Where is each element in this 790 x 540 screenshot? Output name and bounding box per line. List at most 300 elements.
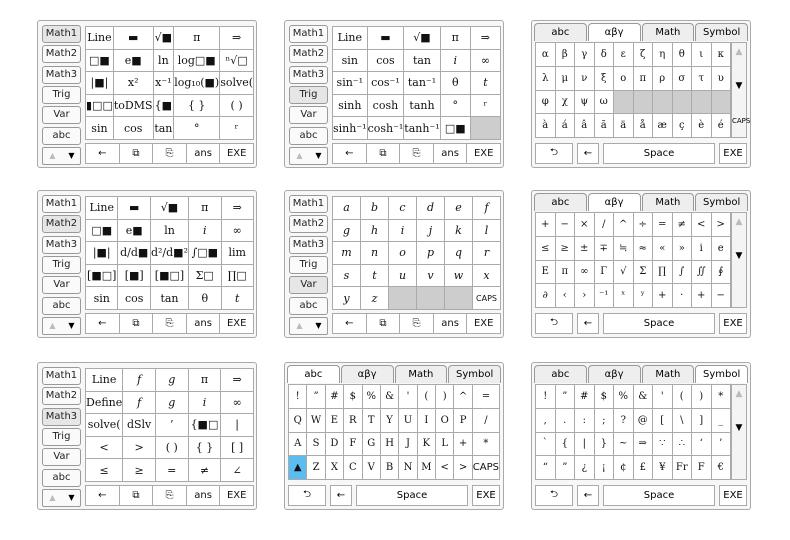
key[interactable]: √■ <box>151 197 189 220</box>
alpha-tab-0[interactable]: abc <box>534 23 587 41</box>
key[interactable]: ! <box>536 385 556 409</box>
key[interactable]: χ <box>556 91 576 115</box>
key[interactable]: d/d■ <box>118 242 151 265</box>
key[interactable]: ln <box>151 220 189 243</box>
key[interactable]: \ <box>673 409 693 433</box>
key[interactable]: $ <box>595 385 615 409</box>
key[interactable]: Γ <box>595 261 615 285</box>
tab-math1[interactable]: Math1 <box>289 25 328 43</box>
key[interactable]: / <box>595 213 615 237</box>
side-scroll[interactable] <box>731 212 747 308</box>
key[interactable]: x <box>473 265 501 288</box>
key[interactable]: ) <box>436 385 454 409</box>
key[interactable]: ⁻¹ <box>595 284 615 308</box>
key[interactable]: ο <box>614 67 634 91</box>
backspace-key[interactable]: ← <box>86 314 120 334</box>
key[interactable]: ≥ <box>556 237 576 261</box>
key[interactable]: ξ <box>595 67 615 91</box>
copy-icon[interactable]: ⧉ <box>120 314 154 334</box>
key[interactable]: Line <box>86 197 118 220</box>
key[interactable]: Line <box>333 27 368 50</box>
key[interactable]: s <box>333 265 361 288</box>
key[interactable]: ⇒ <box>221 369 254 392</box>
key[interactable]: g <box>333 220 361 243</box>
key[interactable]: f <box>123 369 156 392</box>
tab-trig[interactable]: Trig <box>42 428 81 446</box>
alpha-tab-3[interactable]: Symbol <box>695 365 748 383</box>
key[interactable]: < <box>86 437 123 460</box>
key[interactable]: f <box>123 392 156 415</box>
caps-key[interactable]: CAPS <box>732 117 751 125</box>
key[interactable]: F <box>692 456 712 480</box>
key[interactable]: J <box>399 433 417 457</box>
key[interactable]: sin <box>86 117 114 140</box>
alpha-tab-1[interactable]: αβγ <box>588 193 641 211</box>
key[interactable]: ≤ <box>86 459 123 482</box>
tab-var[interactable]: Var <box>289 276 328 294</box>
key[interactable]: ã <box>595 114 615 138</box>
key[interactable]: H <box>381 433 399 457</box>
back-key[interactable]: ⮌ <box>535 485 573 506</box>
ans-key[interactable]: ans <box>187 486 221 506</box>
key[interactable]: δ <box>595 43 615 67</box>
key[interactable]: ä <box>614 114 634 138</box>
exe-key[interactable]: EXE <box>467 314 501 334</box>
key[interactable]: < <box>692 213 712 237</box>
scroll-up-icon[interactable]: ▲ <box>49 151 56 160</box>
key[interactable]: Z <box>307 456 325 480</box>
key[interactable]: π <box>189 197 222 220</box>
key[interactable]: x⁻¹ <box>154 72 175 95</box>
key[interactable]: Σ <box>634 261 654 285</box>
key[interactable]: ° <box>441 95 471 118</box>
ans-key[interactable]: ans <box>434 144 468 164</box>
scroll-down-icon[interactable]: ▼ <box>735 81 743 91</box>
key[interactable]: , <box>536 409 556 433</box>
key[interactable]: ~ <box>614 433 634 457</box>
key[interactable]: A <box>289 433 307 457</box>
exe-key[interactable]: EXE <box>719 485 747 506</box>
key[interactable]: β <box>556 43 576 67</box>
key[interactable]: % <box>614 385 634 409</box>
key[interactable]: ' <box>399 385 417 409</box>
key[interactable]: · <box>673 284 693 308</box>
key[interactable]: toDMS <box>114 95 154 118</box>
key[interactable]: solve( <box>220 72 254 95</box>
key[interactable]: ¿ <box>575 456 595 480</box>
key[interactable]: sin⁻¹ <box>333 72 368 95</box>
key[interactable]: £ <box>634 456 654 480</box>
alpha-tab-0[interactable]: abc <box>534 193 587 211</box>
key[interactable]: tan <box>154 117 175 140</box>
backspace-key[interactable]: ← <box>86 486 120 506</box>
key[interactable]: □■ <box>86 220 118 243</box>
key[interactable]: d <box>417 197 445 220</box>
key[interactable]: @ <box>634 409 654 433</box>
key[interactable]: Define <box>86 392 123 415</box>
key[interactable]: ∫ <box>673 261 693 285</box>
key[interactable]: ψ <box>575 91 595 115</box>
scroll-up-icon[interactable]: ▲ <box>735 47 743 57</box>
key[interactable]: i <box>389 220 417 243</box>
backspace-key[interactable]: ← <box>333 144 367 164</box>
key[interactable]: ⇒ <box>634 433 654 457</box>
key[interactable]: g <box>156 369 189 392</box>
key[interactable]: ∂ <box>536 284 556 308</box>
key[interactable]: B <box>381 456 399 480</box>
key[interactable]: ? <box>614 409 634 433</box>
tab-scroll[interactable] <box>42 317 81 335</box>
key[interactable]: p <box>417 242 445 265</box>
backspace-key[interactable]: ← <box>86 144 120 164</box>
key[interactable]: { } <box>174 95 220 118</box>
tab-scroll[interactable] <box>289 147 328 165</box>
copy-icon[interactable]: ⧉ <box>367 314 401 334</box>
key[interactable]: ∞ <box>222 220 255 243</box>
key[interactable]: b <box>361 197 389 220</box>
key[interactable]: | <box>221 414 254 437</box>
key[interactable]: ζ <box>634 43 654 67</box>
alpha-tab-3[interactable]: Symbol <box>695 193 748 211</box>
key[interactable]: ¢ <box>614 456 634 480</box>
key[interactable]: ∏ <box>653 261 673 285</box>
key[interactable]: ν <box>575 67 595 91</box>
key[interactable]: ▲ <box>289 456 307 480</box>
key[interactable]: ∓ <box>595 237 615 261</box>
key[interactable]: r <box>473 242 501 265</box>
key[interactable]: ⇒ <box>220 27 254 50</box>
key[interactable]: □■ <box>86 50 114 73</box>
key[interactable]: ≒ <box>614 237 634 261</box>
key[interactable]: > <box>123 437 156 460</box>
tab-math3[interactable]: Math3 <box>42 66 81 84</box>
tab-math3[interactable]: Math3 <box>289 236 328 254</box>
key[interactable]: ≈ <box>634 237 654 261</box>
back-key[interactable]: ⮌ <box>288 485 326 506</box>
key[interactable]: tanh⁻¹ <box>404 117 440 140</box>
key[interactable]: ∮ <box>712 261 732 285</box>
tab-math2[interactable]: Math2 <box>42 387 81 405</box>
key[interactable]: q <box>445 242 473 265</box>
key[interactable]: tan <box>404 50 440 73</box>
key[interactable]: æ <box>653 114 673 138</box>
key[interactable]: & <box>381 385 399 409</box>
key[interactable]: ` <box>536 433 556 457</box>
key[interactable]: ∴ <box>673 433 693 457</box>
key[interactable]: log□■ <box>174 50 220 73</box>
exe-key[interactable]: EXE <box>472 485 500 506</box>
key[interactable]: + <box>454 433 472 457</box>
key[interactable]: π <box>174 27 220 50</box>
key[interactable]: G <box>363 433 381 457</box>
key[interactable]: ⇒ <box>222 197 255 220</box>
key[interactable]: $ <box>344 385 362 409</box>
key[interactable]: ” <box>556 456 576 480</box>
key[interactable]: ! <box>289 385 307 409</box>
tab-math2[interactable]: Math2 <box>289 45 328 63</box>
alpha-tab-0[interactable]: abc <box>534 365 587 383</box>
ans-key[interactable]: ans <box>187 144 221 164</box>
key[interactable]: = <box>653 213 673 237</box>
key[interactable]: σ <box>673 67 693 91</box>
key[interactable]: e■ <box>118 220 151 243</box>
key[interactable]: i <box>692 237 712 261</box>
key[interactable]: ≠ <box>673 213 693 237</box>
paste-icon[interactable]: ⎘ <box>400 144 434 164</box>
key[interactable]: θ <box>673 43 693 67</box>
key[interactable]: φ <box>536 91 556 115</box>
key[interactable]: V <box>363 456 381 480</box>
tab-scroll[interactable] <box>42 489 81 507</box>
left-arrow-key[interactable]: ← <box>577 485 599 506</box>
key[interactable]: / <box>473 409 500 433</box>
key[interactable]: u <box>389 265 417 288</box>
key[interactable]: t <box>222 287 255 310</box>
scroll-down-icon[interactable]: ▼ <box>315 151 322 160</box>
key[interactable]: [ <box>653 409 673 433</box>
key[interactable]: h <box>361 220 389 243</box>
tab-math1[interactable]: Math1 <box>42 195 81 213</box>
key[interactable]: ▮□□ <box>86 95 114 118</box>
key[interactable]: |■| <box>86 242 118 265</box>
key[interactable]: θ <box>441 72 471 95</box>
tab-math3[interactable]: Math3 <box>289 66 328 84</box>
key[interactable]: ± <box>575 237 595 261</box>
key[interactable]: ‹ <box>556 284 576 308</box>
key[interactable]: m <box>333 242 361 265</box>
key[interactable]: π <box>189 369 222 392</box>
key[interactable]: lim <box>222 242 255 265</box>
key[interactable]: W <box>307 409 325 433</box>
key[interactable]: i <box>189 220 222 243</box>
key[interactable]: √■ <box>154 27 175 50</box>
key[interactable]: sin <box>333 50 368 73</box>
scroll-up-icon[interactable]: ▲ <box>296 321 303 330</box>
key[interactable]: ≠ <box>189 459 222 482</box>
copy-icon[interactable]: ⧉ <box>120 486 154 506</box>
key[interactable]: ε <box>614 43 634 67</box>
space-key[interactable]: Space <box>603 143 715 164</box>
key[interactable]: ∬ <box>692 261 712 285</box>
key[interactable]: D <box>326 433 344 457</box>
key[interactable]: √ <box>614 261 634 285</box>
key[interactable]: ʸ <box>634 284 654 308</box>
key[interactable]: n <box>361 242 389 265</box>
key[interactable]: ° <box>174 117 220 140</box>
key[interactable]: solve( <box>86 414 123 437</box>
key[interactable]: tan <box>151 287 189 310</box>
exe-key[interactable]: EXE <box>467 144 501 164</box>
tab-abc[interactable]: abc <box>289 297 328 315</box>
key[interactable]: μ <box>556 67 576 91</box>
key[interactable]: ∫□■ <box>189 242 222 265</box>
key[interactable]: M <box>418 456 436 480</box>
key[interactable]: S <box>307 433 325 457</box>
key[interactable]: cosh⁻¹ <box>368 117 405 140</box>
key[interactable]: . <box>556 409 576 433</box>
exe-key[interactable]: EXE <box>719 313 747 334</box>
key[interactable]: = <box>156 459 189 482</box>
key[interactable]: □■ <box>441 117 471 140</box>
alpha-tab-1[interactable]: αβγ <box>588 23 641 41</box>
scroll-down-icon[interactable]: ▼ <box>68 493 75 502</box>
tab-math1[interactable]: Math1 <box>42 367 81 385</box>
alpha-tab-3[interactable]: Symbol <box>448 365 501 383</box>
key[interactable]: υ <box>712 67 732 91</box>
key[interactable]: Line <box>86 369 123 392</box>
key[interactable]: sin <box>86 287 118 310</box>
tab-trig[interactable]: Trig <box>289 86 328 104</box>
key[interactable]: ⇒ <box>471 27 501 50</box>
key[interactable]: E <box>326 409 344 433</box>
key[interactable]: à <box>536 114 556 138</box>
key[interactable]: ç <box>673 114 693 138</box>
key[interactable]: ( <box>418 385 436 409</box>
tab-math2[interactable]: Math2 <box>42 215 81 233</box>
key[interactable]: ⁿ√□ <box>220 50 254 73</box>
copy-icon[interactable]: ⧉ <box>120 144 154 164</box>
tab-math1[interactable]: Math1 <box>289 195 328 213</box>
exe-key[interactable]: EXE <box>220 144 254 164</box>
key[interactable]: ÷ <box>634 213 654 237</box>
key[interactable]: γ <box>575 43 595 67</box>
key[interactable]: θ <box>189 287 222 310</box>
key[interactable]: Fr <box>673 456 693 480</box>
key[interactable]: | <box>575 433 595 457</box>
scroll-up-icon[interactable]: ▲ <box>296 151 303 160</box>
paste-icon[interactable]: ⎘ <box>153 144 187 164</box>
key[interactable]: ) <box>692 385 712 409</box>
tab-scroll[interactable] <box>42 147 81 165</box>
key[interactable]: X <box>326 456 344 480</box>
tab-math3[interactable]: Math3 <box>42 408 81 426</box>
key[interactable]: < <box>436 456 454 480</box>
key[interactable]: ¥ <box>653 456 673 480</box>
tab-scroll[interactable] <box>289 317 328 335</box>
key[interactable]: ˣ <box>614 284 634 308</box>
tab-math1[interactable]: Math1 <box>42 25 81 43</box>
back-key[interactable]: ⮌ <box>535 313 573 334</box>
key[interactable]: [■] <box>118 265 151 288</box>
scroll-down-icon[interactable]: ▼ <box>735 423 743 433</box>
exe-key[interactable]: EXE <box>220 486 254 506</box>
key[interactable]: ( ) <box>220 95 254 118</box>
key[interactable]: Y <box>381 409 399 433</box>
key[interactable]: f <box>473 197 501 220</box>
key[interactable]: sinh <box>333 95 368 118</box>
key[interactable]: ' <box>653 385 673 409</box>
key[interactable]: # <box>326 385 344 409</box>
key[interactable]: C <box>344 456 362 480</box>
key[interactable]: { } <box>189 437 222 460</box>
key[interactable]: e■ <box>114 50 154 73</box>
alpha-tab-2[interactable]: Math <box>642 365 695 383</box>
key[interactable]: j <box>417 220 445 243</box>
key[interactable]: π <box>556 261 576 285</box>
exe-key[interactable]: EXE <box>719 143 747 164</box>
key[interactable]: * <box>712 385 732 409</box>
alpha-tab-1[interactable]: αβγ <box>588 365 641 383</box>
key[interactable]: ^ <box>454 385 472 409</box>
key[interactable]: α <box>536 43 556 67</box>
key[interactable]: è <box>692 114 712 138</box>
key[interactable]: t <box>361 265 389 288</box>
scroll-up-icon[interactable]: ▲ <box>735 389 743 399</box>
tab-abc[interactable]: abc <box>289 127 328 145</box>
key[interactable]: > <box>712 213 732 237</box>
key[interactable]: % <box>363 385 381 409</box>
alpha-tab-1[interactable]: αβγ <box>341 365 394 383</box>
tab-trig[interactable]: Trig <box>42 86 81 104</box>
tab-trig[interactable]: Trig <box>289 256 328 274</box>
key[interactable]: log₁₀(■) <box>174 72 220 95</box>
scroll-down-icon[interactable]: ▼ <box>735 251 743 261</box>
key[interactable]: ρ <box>653 67 673 91</box>
key[interactable]: ∞ <box>575 261 595 285</box>
key[interactable]: K <box>418 433 436 457</box>
key[interactable]: E <box>536 261 556 285</box>
key[interactable]: t <box>471 72 501 95</box>
key[interactable]: ʳ <box>220 117 254 140</box>
key[interactable]: i <box>441 50 471 73</box>
key[interactable]: Line <box>86 27 114 50</box>
key[interactable]: λ <box>536 67 556 91</box>
paste-icon[interactable]: ⎘ <box>153 314 187 334</box>
key[interactable]: cos <box>114 117 154 140</box>
key[interactable]: ≤ <box>536 237 556 261</box>
key[interactable]: } <box>595 433 615 457</box>
alpha-tab-2[interactable]: Math <box>642 193 695 211</box>
space-key[interactable]: Space <box>356 485 468 506</box>
key[interactable]: ω <box>595 91 615 115</box>
key[interactable]: ’ <box>156 414 189 437</box>
left-arrow-key[interactable]: ← <box>330 485 352 506</box>
key[interactable]: ∏□ <box>222 265 255 288</box>
key[interactable]: tan⁻¹ <box>404 72 440 95</box>
key[interactable]: * <box>473 433 500 457</box>
key[interactable]: + <box>692 284 712 308</box>
key[interactable]: ( ) <box>156 437 189 460</box>
key[interactable]: ” <box>307 385 325 409</box>
key[interactable]: Σ□ <box>189 265 222 288</box>
scroll-down-icon[interactable]: ▼ <box>68 321 75 330</box>
key[interactable]: U <box>399 409 417 433</box>
key[interactable]: w <box>445 265 473 288</box>
key[interactable]: R <box>344 409 362 433</box>
key[interactable]: » <box>673 237 693 261</box>
key[interactable]: κ <box>712 43 732 67</box>
key[interactable]: ; <box>595 409 615 433</box>
key[interactable]: i <box>189 392 222 415</box>
key[interactable]: ln <box>154 50 175 73</box>
alpha-tab-2[interactable]: Math <box>395 365 448 383</box>
key[interactable]: l <box>473 220 501 243</box>
key[interactable]: − <box>712 284 732 308</box>
exe-key[interactable]: EXE <box>220 314 254 334</box>
key[interactable]: ≥ <box>123 459 156 482</box>
tab-math2[interactable]: Math2 <box>42 45 81 63</box>
key[interactable]: ∵ <box>653 433 673 457</box>
key[interactable]: € <box>712 456 732 480</box>
alpha-tab-2[interactable]: Math <box>642 23 695 41</box>
key[interactable]: ¡ <box>595 456 615 480</box>
key[interactable]: ʳ <box>471 95 501 118</box>
alpha-tab-3[interactable]: Symbol <box>695 23 748 41</box>
key[interactable]: CAPS <box>473 287 501 310</box>
key[interactable]: F <box>344 433 362 457</box>
backspace-key[interactable]: ← <box>333 314 367 334</box>
key[interactable]: = <box>473 385 500 409</box>
